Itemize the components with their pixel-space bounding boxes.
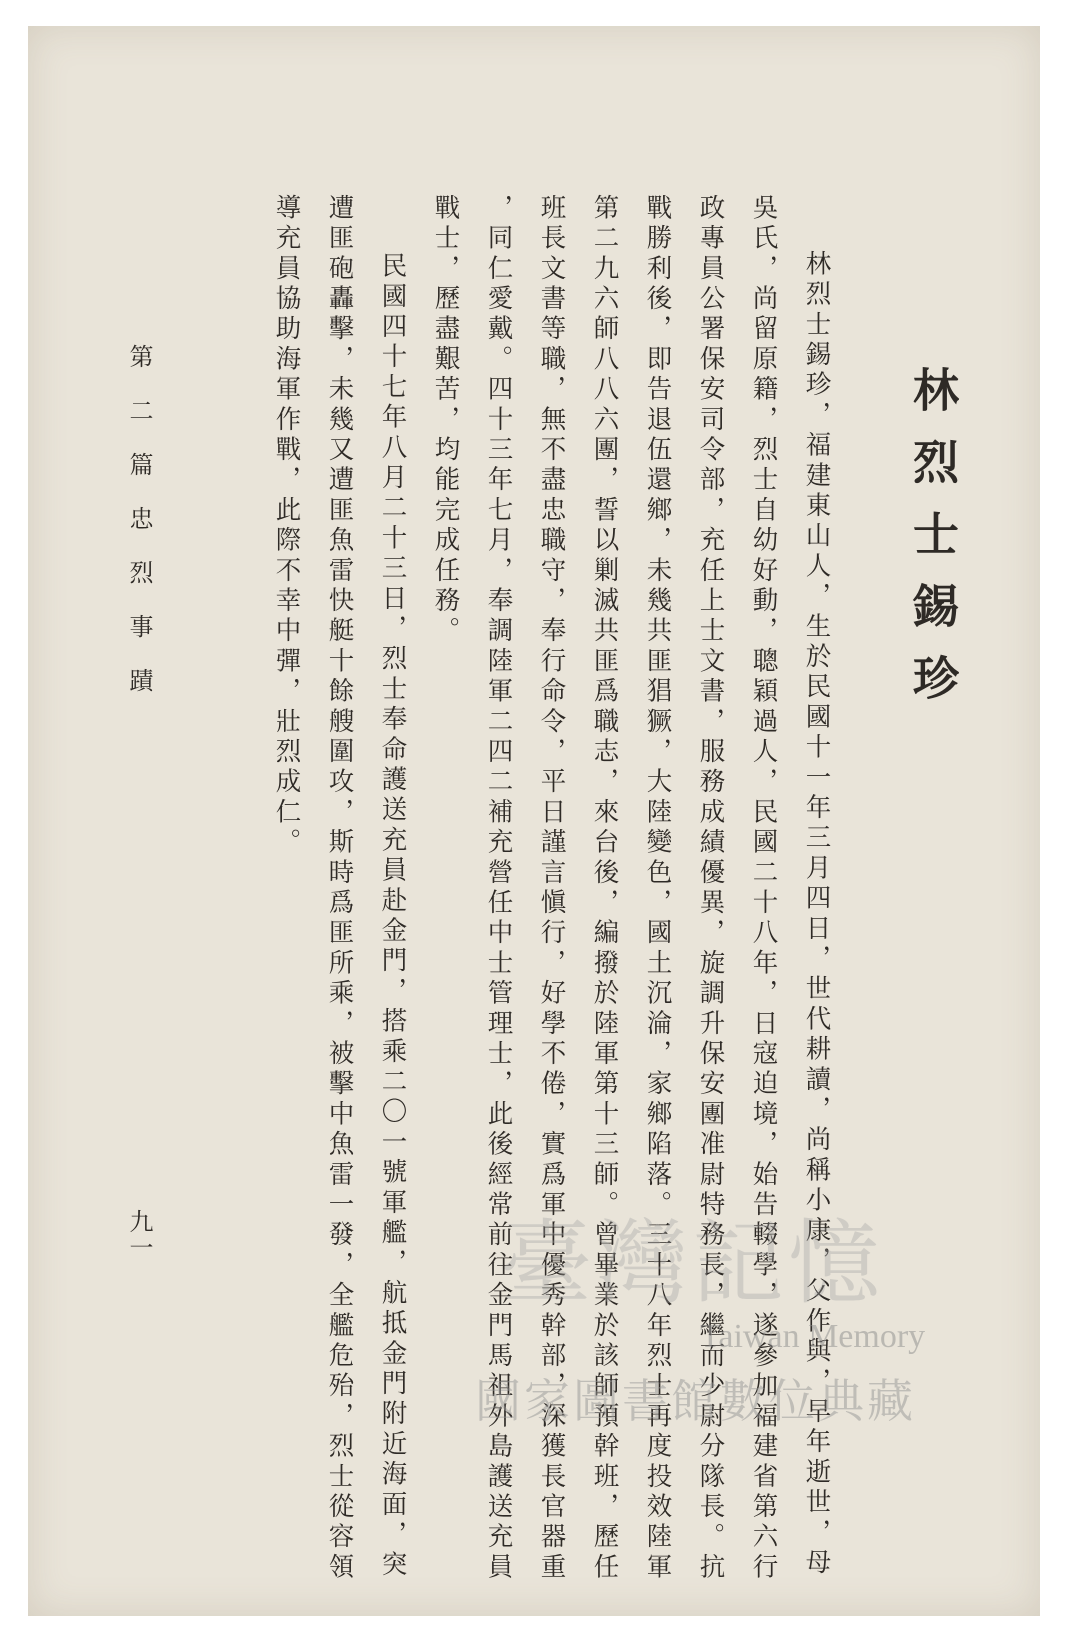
watermark-chinese-large: 臺灣記憶 [500,1210,885,1317]
chapter-footer: 第二篇忠烈事蹟 [125,344,153,722]
body-line-1: 林烈士錫珍，福建東山人，生於民國十一年三月四日，世代耕讀，尚稱小康，父作與，早年逝世，母 [801,250,832,1579]
body-line-8: 戰士，歷盡艱苦，均能完成任務。 [430,194,461,647]
body-line-11: 導充員協助海軍作戰，此際不幸中彈，壯烈成仁。 [271,194,302,859]
body-line-10: 遭匪砲轟擊，未幾又遭匪魚雷快艇十餘艘圍攻，斯時爲匪所乘，被擊中魚雷一發，全艦危殆，烈士從容領 [324,194,355,1584]
watermark-chinese-small: 國家圖書館數位典藏 [475,1374,916,1428]
body-line-5: 第二九六師八八六團，誓以剿滅共匪爲職志，來台後，編撥於陸軍第十三師。曾畢業於該師預幹班，歷任 [589,194,620,1584]
body-line-4: 戰勝利後，即告退伍還鄉，未幾共匪猖獗，大陸變色，國土沉淪，家鄉陷落。三十八年烈士再度投效陸軍 [642,194,673,1584]
body-line-2: 吳氏，尚留原籍，烈士自幼好動，聰穎過人，民國二十八年，日寇迫境，始告輟學，遂參加福建省第六行 [748,194,779,1584]
page-number: 九一 [125,1209,153,1261]
body-line-7: ，同仁愛戴。四十三年七月，奉調陸軍二四二補充營任中士管理士，此後經常前往金門馬祖外島護送充員 [483,194,514,1584]
article-title: 林烈士錫珍 [906,366,960,726]
body-line-9: 民國四十七年八月二十三日，烈士奉命護送充員赴金門，搭乘二〇一號軍艦，航抵金門附近海面，突 [377,222,408,1581]
watermark-english: Taiwan Memory [700,1318,926,1355]
body-line-3: 政專員公署保安司令部，充任上士文書，服務成績優異，旋調升保安團准尉特務長，繼而少尉分隊長。抗 [695,194,726,1584]
body-line-6: 班長文書等職，無不盡忠職守，奉行命令，平日謹言愼行，好學不倦，實爲軍中優秀幹部，深獲長官器重 [536,194,567,1584]
book-page [28,26,1040,1616]
